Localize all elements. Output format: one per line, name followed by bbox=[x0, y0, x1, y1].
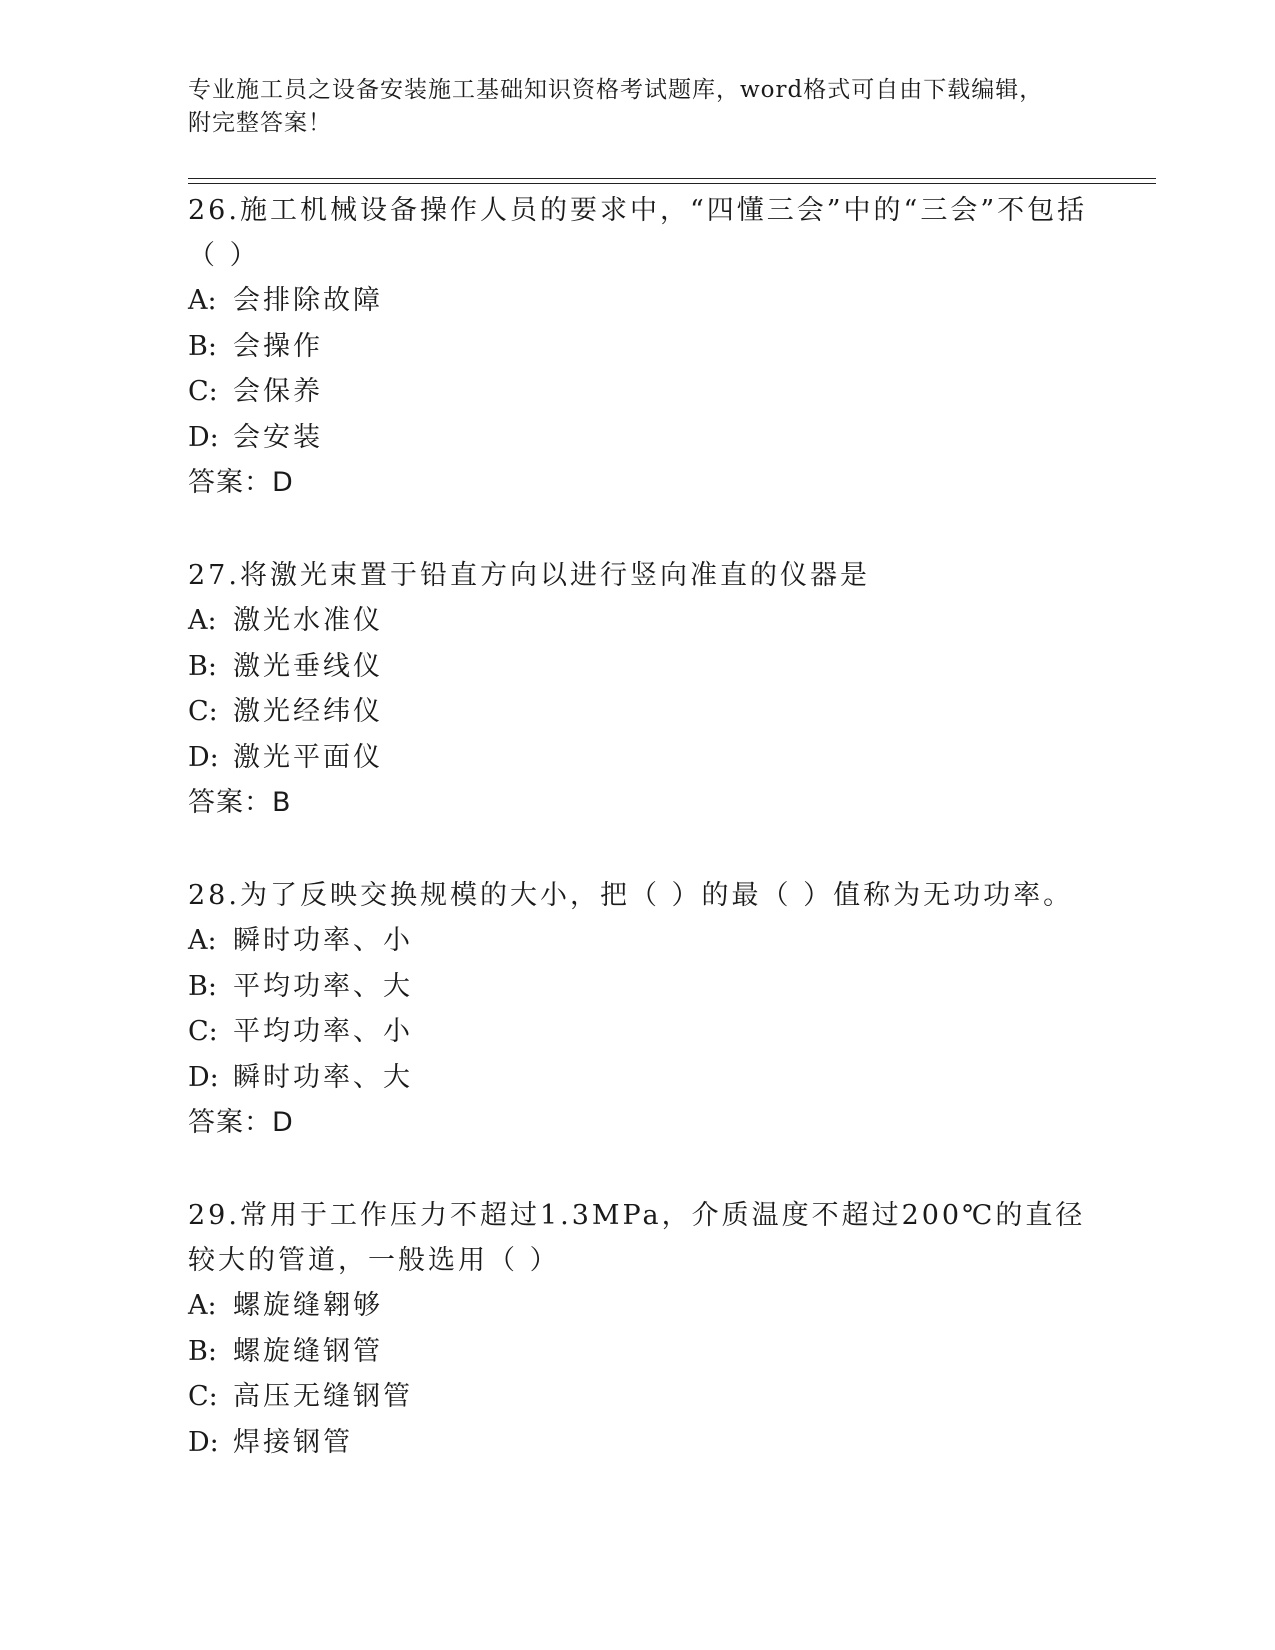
option-text: 瞬时功率、小 bbox=[233, 925, 413, 956]
question-29 bbox=[188, 1193, 1088, 1465]
option-text: 激光平面仪 bbox=[233, 741, 383, 773]
answer-line: 答案：D bbox=[188, 467, 294, 498]
question-26 bbox=[188, 188, 1088, 505]
option-key: C: bbox=[188, 696, 218, 727]
question-stem: 26.施工机械设备操作人员的要求中，“四懂三会”中的“三会”不包括（ ） bbox=[188, 195, 1088, 271]
header-divider-bottom bbox=[188, 183, 1156, 184]
option-a bbox=[188, 1283, 1088, 1329]
option-key: D: bbox=[188, 1061, 219, 1093]
option-c bbox=[188, 689, 1088, 735]
option-key: B: bbox=[188, 970, 217, 1002]
option-text: 平均功率、小 bbox=[233, 1016, 413, 1047]
option-b bbox=[188, 644, 1088, 690]
option-b bbox=[188, 1329, 1088, 1375]
option-key: B: bbox=[188, 330, 217, 362]
option-key: C: bbox=[188, 376, 218, 407]
option-text: 激光经纬仪 bbox=[233, 696, 383, 727]
question-stem: 29.常用于工作压力不超过1.3MPa，介质温度不超过200℃的直径较大的管道，一般选用（ ） bbox=[188, 1200, 1086, 1276]
option-text: 瞬时功率、大 bbox=[233, 1061, 413, 1093]
option-text: 会安装 bbox=[233, 421, 323, 453]
option-text: 平均功率、大 bbox=[233, 970, 413, 1002]
option-c bbox=[188, 1374, 1088, 1420]
answer-line: 答案：D bbox=[188, 1107, 294, 1138]
header-line-1: 专业施工员之设备安装施工基础知识资格考试题库，word格式可自由下载编辑， bbox=[188, 77, 1044, 103]
option-c bbox=[188, 369, 1088, 415]
option-d bbox=[188, 1420, 1088, 1466]
question-28 bbox=[188, 873, 1088, 1145]
option-text: 螺旋缝翱够 bbox=[233, 1290, 383, 1321]
option-key: D: bbox=[188, 741, 219, 773]
option-key: B: bbox=[188, 1335, 217, 1367]
document-header bbox=[188, 74, 1088, 140]
option-text: 高压无缝钢管 bbox=[233, 1381, 413, 1412]
option-key: B: bbox=[188, 650, 217, 682]
option-a bbox=[188, 918, 1088, 964]
option-key: A: bbox=[188, 925, 217, 956]
option-key: D: bbox=[188, 421, 219, 453]
option-key: A: bbox=[188, 605, 217, 636]
option-text: 会保养 bbox=[233, 376, 323, 407]
question-27 bbox=[188, 553, 1088, 825]
option-text: 会排除故障 bbox=[233, 285, 383, 316]
option-text: 激光水准仪 bbox=[233, 605, 383, 636]
option-b bbox=[188, 964, 1088, 1010]
question-stem: 27.将激光束置于铅直方向以进行竖向准直的仪器是 bbox=[188, 560, 870, 591]
option-text: 焊接钢管 bbox=[233, 1426, 353, 1458]
question-stem: 28.为了反映交换规模的大小，把（ ）的最（ ）值称为无功功率。 bbox=[188, 880, 1074, 911]
option-text: 会操作 bbox=[233, 330, 323, 362]
option-d bbox=[188, 415, 1088, 461]
option-key: D: bbox=[188, 1426, 219, 1458]
option-key: A: bbox=[188, 285, 217, 316]
option-b bbox=[188, 324, 1088, 370]
option-key: C: bbox=[188, 1016, 218, 1047]
option-text: 激光垂线仪 bbox=[233, 650, 383, 682]
option-text: 螺旋缝钢管 bbox=[233, 1335, 383, 1367]
option-key: A: bbox=[188, 1290, 217, 1321]
option-a bbox=[188, 598, 1088, 644]
option-c bbox=[188, 1009, 1088, 1055]
answer-line: 答案：B bbox=[188, 787, 292, 818]
header-divider-top bbox=[188, 178, 1156, 179]
option-d bbox=[188, 735, 1088, 781]
option-key: C: bbox=[188, 1381, 218, 1412]
option-a bbox=[188, 278, 1088, 324]
option-d bbox=[188, 1055, 1088, 1101]
header-line-2: 附完整答案！ bbox=[188, 110, 332, 136]
